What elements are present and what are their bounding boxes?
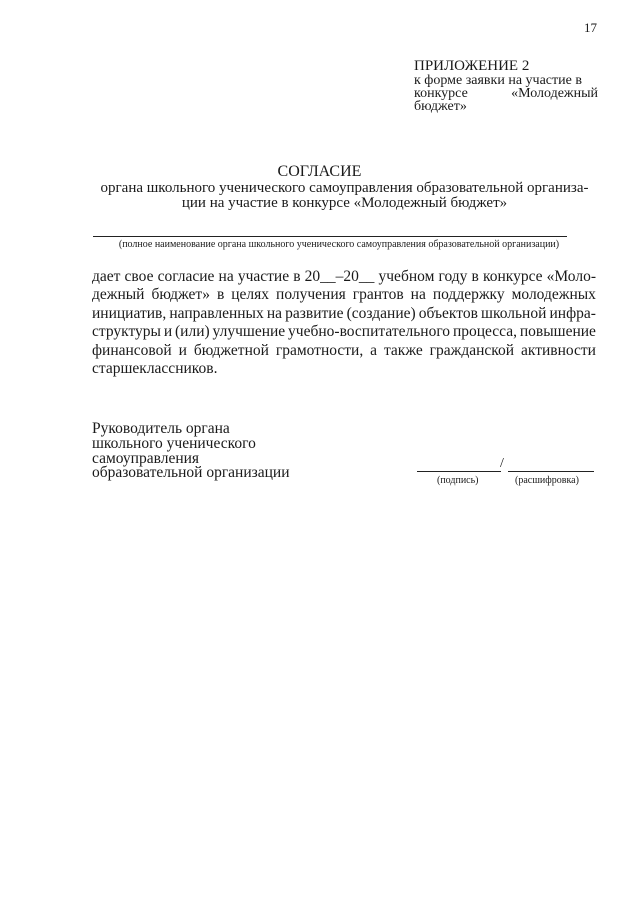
signature-decode-blank-line [508,471,594,472]
body-word: году [438,268,468,285]
body-word: учебном [378,268,435,285]
body-word: школьной [481,304,547,322]
appendix-line-1: к форме заявки на участие в [414,73,582,88]
body-word: получения [276,286,346,304]
page-number: 17 [584,20,597,35]
signer-line-1: Руководитель органа [92,420,230,437]
signature-decode-label: (расшифровка) [515,475,579,486]
body-word: развитие [285,304,344,322]
body-word: объектов [418,304,478,322]
body-word: дежный [92,286,145,304]
body-word: бюджетной [193,341,269,359]
body-word: и [178,341,187,359]
appendix-line-3: бюджет» [414,99,467,114]
body-word: (или) [175,323,210,341]
signature-label: (подпись) [437,475,479,486]
body-word: 20__–20__ [304,268,375,285]
appendix-line-2-left: конкурсе [414,86,468,101]
signature-separator: / [500,456,504,471]
body-line [92,360,596,378]
body-word: и [163,323,173,341]
org-name-blank-line [93,236,567,237]
document-subtitle [92,181,597,211]
body-word: а [370,341,378,359]
body-word: инфра- [549,304,596,322]
appendix-line-2-right: «Молодежный [511,86,598,101]
body-word: дает [92,268,121,285]
body-word: в [471,268,479,285]
body-word: улучшение [212,323,286,341]
subtitle-line-2: ции на участие в конкурсе «Молодежный бюджет» [181,195,508,211]
body-line [92,286,596,304]
appendix-header [414,58,598,113]
body-word: целях [231,286,270,304]
body-word: финансовой [92,341,172,359]
body-word: молодежных [511,286,596,304]
body-word: бюджет» [151,286,210,304]
body-word: «Моло- [546,268,596,285]
body-line [92,268,596,286]
body-word: процесса, [452,323,517,341]
signer-block [92,422,290,481]
body-word: согласие [157,268,215,285]
body-line [92,342,596,360]
signer-line-4: образовательной организации [92,464,290,482]
body-word: на [410,286,426,304]
body-word: структуры [92,323,161,341]
body-word: повышение [519,323,596,341]
body-word: на [266,304,283,322]
body-word: грантов [352,286,404,304]
consent-body-text [92,268,596,378]
signer-line-2: школьного ученического [92,434,256,452]
appendix-title: ПРИЛОЖЕНИЕ 2 [414,58,530,74]
body-word: в [216,286,225,304]
body-word: конкурсе [482,268,543,285]
document-title: СОГЛАСИЕ [277,163,362,180]
body-word: инициатив, [92,304,167,322]
body-word: грамотности, [275,341,364,359]
body-word: участие [237,268,290,285]
body-line [92,323,596,341]
body-word: активности [521,341,596,359]
body-word: (создание) [346,304,416,322]
body-word: в [293,268,301,285]
body-word: на [218,268,234,285]
body-word: свое [124,268,154,285]
signature-blank-line [417,471,501,472]
body-line [92,305,596,323]
signer-line-3: самоуправления [92,449,200,467]
body-word: также [383,341,423,359]
body-word: учебно-воспитательного [288,323,451,341]
body-word: направленных [169,304,264,322]
subtitle-line-1: органа школьного ученического самоуправления образовательной организа- [100,180,589,196]
body-word: гражданской [429,341,515,359]
body-word: старшеклассников. [92,360,218,378]
org-name-caption: (полное наименование органа школьного ученического самоуправления образовательной организации) [118,239,560,250]
body-word: поддержку [432,286,505,304]
